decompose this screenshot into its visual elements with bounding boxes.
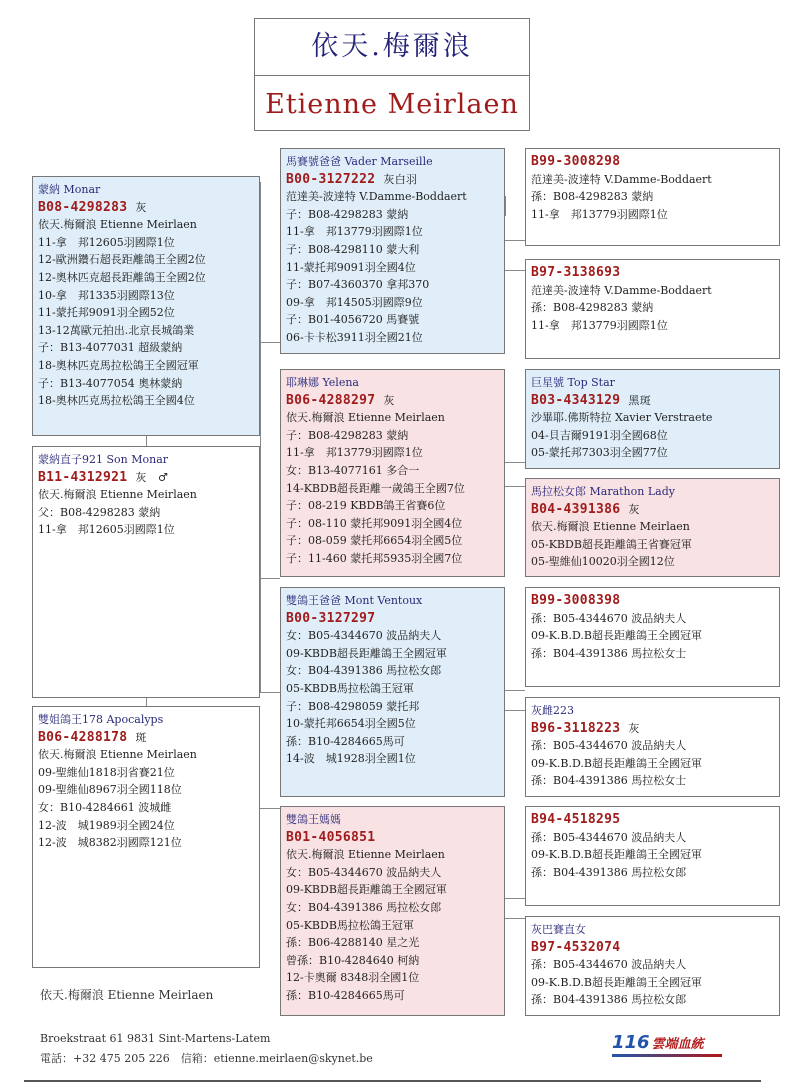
record-line: 女：B13-4077161 多合一 — [286, 463, 420, 477]
pigeon-name: 蒙納 Monar — [38, 183, 101, 196]
record-line: 曾孫：B10-4284640 柯納 — [286, 953, 420, 967]
subject-pigeon-box — [32, 176, 260, 436]
record-line: 14-波 城1928羽全國1位 — [286, 752, 416, 766]
connector — [505, 196, 506, 216]
record-line: 孫：B05-4344670 波品納夫人 — [531, 611, 687, 625]
ring-code: B06-4288297 — [286, 392, 376, 408]
record-line: 06-卡卡松3911羽全國21位 — [286, 330, 423, 344]
connector — [505, 240, 525, 241]
ring-code: B01-4056851 — [286, 829, 376, 845]
color-tag: 灰 — [383, 393, 395, 407]
record-line: 12-波 城8382羽國際121位 — [38, 836, 182, 850]
pigeon-name: 灰巴賽直女 — [531, 923, 586, 936]
color-tag: 灰 — [628, 502, 640, 516]
record-line: 女：B04-4391386 馬拉松女郎 — [286, 900, 442, 914]
grandsire-dam-box — [525, 369, 780, 469]
connector — [505, 462, 525, 463]
record-line: 孫：B08-4298283 蒙納 — [531, 190, 654, 204]
ring-number — [38, 469, 254, 487]
ring-code: B97-4532074 — [531, 939, 621, 955]
ring-code: B99-3008298 — [531, 154, 621, 169]
ring-code: B94-4518295 — [531, 812, 621, 827]
record-line: 11-拿 邦13779羽國際1位 — [286, 225, 423, 239]
record-line: 11-拿 邦12605羽國際1位 — [38, 523, 175, 537]
granddam-sire-box — [525, 259, 780, 359]
ring-code: B08-4298283 — [38, 199, 128, 215]
sibling2-dam-box — [280, 806, 505, 1016]
sibling2-sire-box — [280, 587, 505, 797]
record-line: 09-拿 邦14505羽國際9位 — [286, 295, 423, 309]
record-line: 10-蒙托邦6654羽全國5位 — [286, 717, 416, 731]
record-line: 女：B04-4391386 馬拉松女郎 — [286, 664, 442, 678]
record-line: 子：08-110 蒙托邦9091羽全國4位 — [286, 516, 463, 530]
granddam-dam-box — [525, 478, 780, 577]
record-line: 范達美-波達特 V.Damme-Boddaert — [531, 283, 712, 297]
record-line: 10-拿 邦1335羽國際13位 — [38, 288, 175, 302]
title-box — [254, 18, 530, 131]
pigeon-name: 馬賽號爸爸 Vader Marseille — [286, 155, 433, 168]
record-line: 14-KBDB超長距離一歲鴿王全國7位 — [286, 481, 465, 495]
record-line: 子：B13-4077054 奧林蒙納 — [38, 376, 183, 390]
record-line: 09-聖維仙8967羽全國118位 — [38, 783, 182, 797]
ring-number — [531, 811, 774, 829]
color-tag: 灰 ♂ — [135, 470, 169, 484]
ring-number — [38, 729, 254, 747]
sibling-apocalyps-box — [32, 706, 260, 968]
connector — [260, 342, 280, 343]
color-tag: 灰白羽 — [383, 172, 418, 186]
record-line: 13-12萬歐元拍出.北京長城鴿業 — [38, 323, 195, 337]
record-line: 子：B07-4360370 拿邦370 — [286, 278, 430, 292]
record-line: 11-拿 邦13779羽國際1位 — [531, 207, 668, 221]
ring-number — [286, 392, 499, 410]
connector — [260, 692, 280, 693]
brand-logo — [612, 1032, 722, 1057]
record-line: 09-KBDB超長距離鴿王全國冠軍 — [286, 883, 447, 897]
pigeon-name: 巨星號 Top Star — [531, 376, 615, 389]
sibling2-grandsire-sire-box — [525, 587, 780, 687]
ring-code: B96-3118223 — [531, 720, 621, 736]
divider — [24, 1080, 761, 1082]
ring-code: B06-4288178 — [38, 729, 128, 745]
record-line: 女：B05-4344670 波品納夫人 — [286, 629, 442, 643]
record-line: 孫：B05-4344670 波品納夫人 — [531, 958, 687, 972]
ring-number — [531, 264, 774, 282]
record-line: 子：B08-4298283 蒙納 — [286, 428, 409, 442]
ring-number — [531, 939, 774, 957]
record-line: 孫：B08-4298283 蒙納 — [531, 301, 654, 315]
record-line: 09-K.B.D.B超長距離鴿王全國冠軍 — [531, 756, 703, 770]
record-line: 子：08-059 蒙托邦6654羽全國5位 — [286, 534, 463, 548]
logo-number: 116 — [612, 1032, 650, 1053]
record-line: 09-聖維仙1818羽省賽21位 — [38, 765, 175, 779]
ring-number — [531, 392, 774, 410]
record-line: 05-KBDB馬拉松鴿王冠軍 — [286, 681, 414, 695]
ring-code: B11-4312921 — [38, 469, 128, 485]
record-line: 09-K.B.D.B超長距離鴿王全國冠軍 — [531, 629, 703, 643]
ring-number — [286, 610, 499, 628]
ring-code: B00-3127297 — [286, 610, 376, 626]
record-line: 依天.梅爾浪 Etienne Meirlaen — [38, 488, 197, 502]
ring-number — [531, 592, 774, 610]
ring-code: B99-3008398 — [531, 593, 621, 608]
record-line: 依天.梅爾浪 Etienne Meirlaen — [531, 520, 690, 534]
record-line: 子：B08-4298059 蒙托邦 — [286, 699, 420, 713]
ring-code: B00-3127222 — [286, 171, 376, 187]
sibling2-granddam-sire-box — [525, 697, 780, 797]
record-line: 11-拿 邦12605羽國際1位 — [38, 235, 175, 249]
record-line: 父：B08-4298283 蒙納 — [38, 505, 161, 519]
connector — [505, 270, 525, 271]
record-line: 孫：B06-4288140 星之光 — [286, 936, 420, 950]
connector — [505, 710, 525, 711]
ring-code: B03-4343129 — [531, 392, 621, 408]
ring-code: B04-4391386 — [531, 501, 621, 517]
record-line: 11-蒙托邦9091羽全國52位 — [38, 306, 175, 320]
record-line: 子：B01-4056720 馬賽號 — [286, 313, 420, 327]
record-line: 05-聖維仙10020羽全國12位 — [531, 555, 675, 569]
logo-text: 雲端血統 — [651, 1037, 704, 1052]
pigeon-name: 馬拉松女郎 Marathon Lady — [531, 485, 675, 498]
connector — [260, 182, 261, 692]
pigeon-name: 耶琳娜 Yelena — [286, 376, 359, 389]
record-line: 依天.梅爾浪 Etienne Meirlaen — [38, 748, 197, 762]
color-tag: 斑 — [135, 730, 147, 744]
record-line: 11-拿 邦13779羽國際1位 — [531, 318, 668, 332]
ring-number — [531, 501, 774, 519]
record-line: 子：B08-4298283 蒙納 — [286, 207, 409, 221]
record-line: 沙畢耶.佛斯特拉 Xavier Verstraete — [531, 411, 713, 425]
ring-number — [531, 720, 774, 738]
record-line: 05-KBDB馬拉松鴿王冠軍 — [286, 918, 414, 932]
record-line: 孫：B05-4344670 波品納夫人 — [531, 830, 687, 844]
ring-code: B97-3138693 — [531, 265, 621, 280]
record-line: 05-KBDB超長距離鴿王省賽冠軍 — [531, 537, 692, 551]
record-line: 孫：B05-4344670 波品納夫人 — [531, 739, 687, 753]
owner-name: 依天.梅爾浪 Etienne Meirlaen — [40, 988, 214, 1002]
record-line: 依天.梅爾浪 Etienne Meirlaen — [286, 411, 445, 425]
record-line: 05-蒙托邦7303羽全國77位 — [531, 446, 668, 460]
record-line: 孫：B04-4391386 馬拉松女郎 — [531, 865, 687, 879]
record-line: 孫：B04-4391386 馬拉松女士 — [531, 646, 687, 660]
record-line: 18-奧林匹克馬拉松鴿王全國冠軍 — [38, 358, 199, 372]
record-line: 09-KBDB超長距離鴿王全國冠軍 — [286, 646, 447, 660]
connector — [260, 578, 280, 579]
record-line: 孫：B04-4391386 馬拉松女士 — [531, 774, 687, 788]
color-tag: 灰 — [135, 200, 147, 214]
record-line: 范達美-波達特 V.Damme-Boddaert — [531, 172, 712, 186]
sibling2-grandsire-dam-box — [525, 806, 780, 906]
record-line: 04-貝吉爾9191羽全國68位 — [531, 428, 668, 442]
logo-underline — [612, 1054, 722, 1057]
color-tag: 黑斑 — [628, 393, 652, 407]
record-line: 依天.梅爾浪 Etienne Meirlaen — [38, 218, 197, 232]
pigeon-name: 灰雌223 — [531, 704, 574, 717]
pigeon-name: 雙姐鴿王178 Apocalyps — [38, 713, 164, 726]
record-line: 09-K.B.D.B超長距離鴿王全國冠軍 — [531, 975, 703, 989]
title-chinese: 依天.梅爾浪 — [255, 19, 529, 76]
contact-info: 電話：+32 475 205 226 信箱：etienne.meirlaen@skynet.be — [40, 1052, 373, 1065]
record-line: 12-奧林匹克超長距離鴿王全國2位 — [38, 270, 206, 284]
title-english: Etienne Meirlaen — [265, 89, 519, 120]
connector — [146, 436, 147, 446]
record-line: 11-蒙托邦9091羽全國4位 — [286, 260, 416, 274]
connector — [505, 918, 525, 919]
sibling-son-monar-box — [32, 446, 260, 698]
pigeon-name: 蒙納直子921 Son Monar — [38, 453, 169, 466]
record-line: 子：11-460 蒙托邦5935羽全國7位 — [286, 551, 463, 565]
record-line: 孫：B04-4391386 馬拉松女郎 — [531, 993, 687, 1007]
color-tag: 灰 — [628, 721, 640, 735]
record-line: 11-拿 邦13779羽國際1位 — [286, 446, 423, 460]
connector — [505, 690, 525, 691]
record-line: 孫：B10-4284665馬可 — [286, 734, 405, 748]
dam-box — [280, 369, 505, 577]
sibling2-granddam-dam-box — [525, 916, 780, 1016]
sire-box — [280, 148, 505, 354]
connector — [505, 898, 525, 899]
record-line: 12-卡奧爾 8348羽全國1位 — [286, 971, 420, 985]
ring-number — [38, 199, 254, 217]
pigeon-name: 雙鴿王媽媽 — [286, 813, 341, 826]
record-line: 子：B08-4298110 蒙大利 — [286, 242, 420, 256]
record-line: 子：08-219 KBDB鴿王省賽6位 — [286, 499, 446, 513]
record-line: 依天.梅爾浪 Etienne Meirlaen — [286, 848, 445, 862]
record-line: 09-K.B.D.B超長距離鴿王全國冠軍 — [531, 848, 703, 862]
record-line: 范達美-波達特 V.Damme-Boddaert — [286, 190, 467, 204]
pigeon-name: 雙鴿王爸爸 Mont Ventoux — [286, 594, 423, 607]
record-line: 12-波 城1989羽全國24位 — [38, 818, 175, 832]
address: Broekstraat 61 9831 Sint-Martens-Latem — [40, 1032, 271, 1045]
connector — [505, 486, 525, 487]
record-line: 12-歐洲鑽石超長距離鴿王全國2位 — [38, 253, 206, 267]
record-line: 孫：B10-4284665馬可 — [286, 988, 405, 1002]
record-line: 18-奧林匹克馬拉松鴿王全國4位 — [38, 394, 195, 408]
record-line: 子：B13-4077031 超級蒙納 — [38, 341, 183, 355]
ring-number — [531, 153, 774, 171]
ring-number — [286, 171, 499, 189]
record-line: 女：B10-4284661 波城雌 — [38, 800, 172, 814]
ring-number — [286, 829, 499, 847]
connector — [260, 808, 280, 809]
grandsire-sire-box — [525, 148, 780, 246]
record-line: 女：B05-4344670 波品納夫人 — [286, 865, 442, 879]
